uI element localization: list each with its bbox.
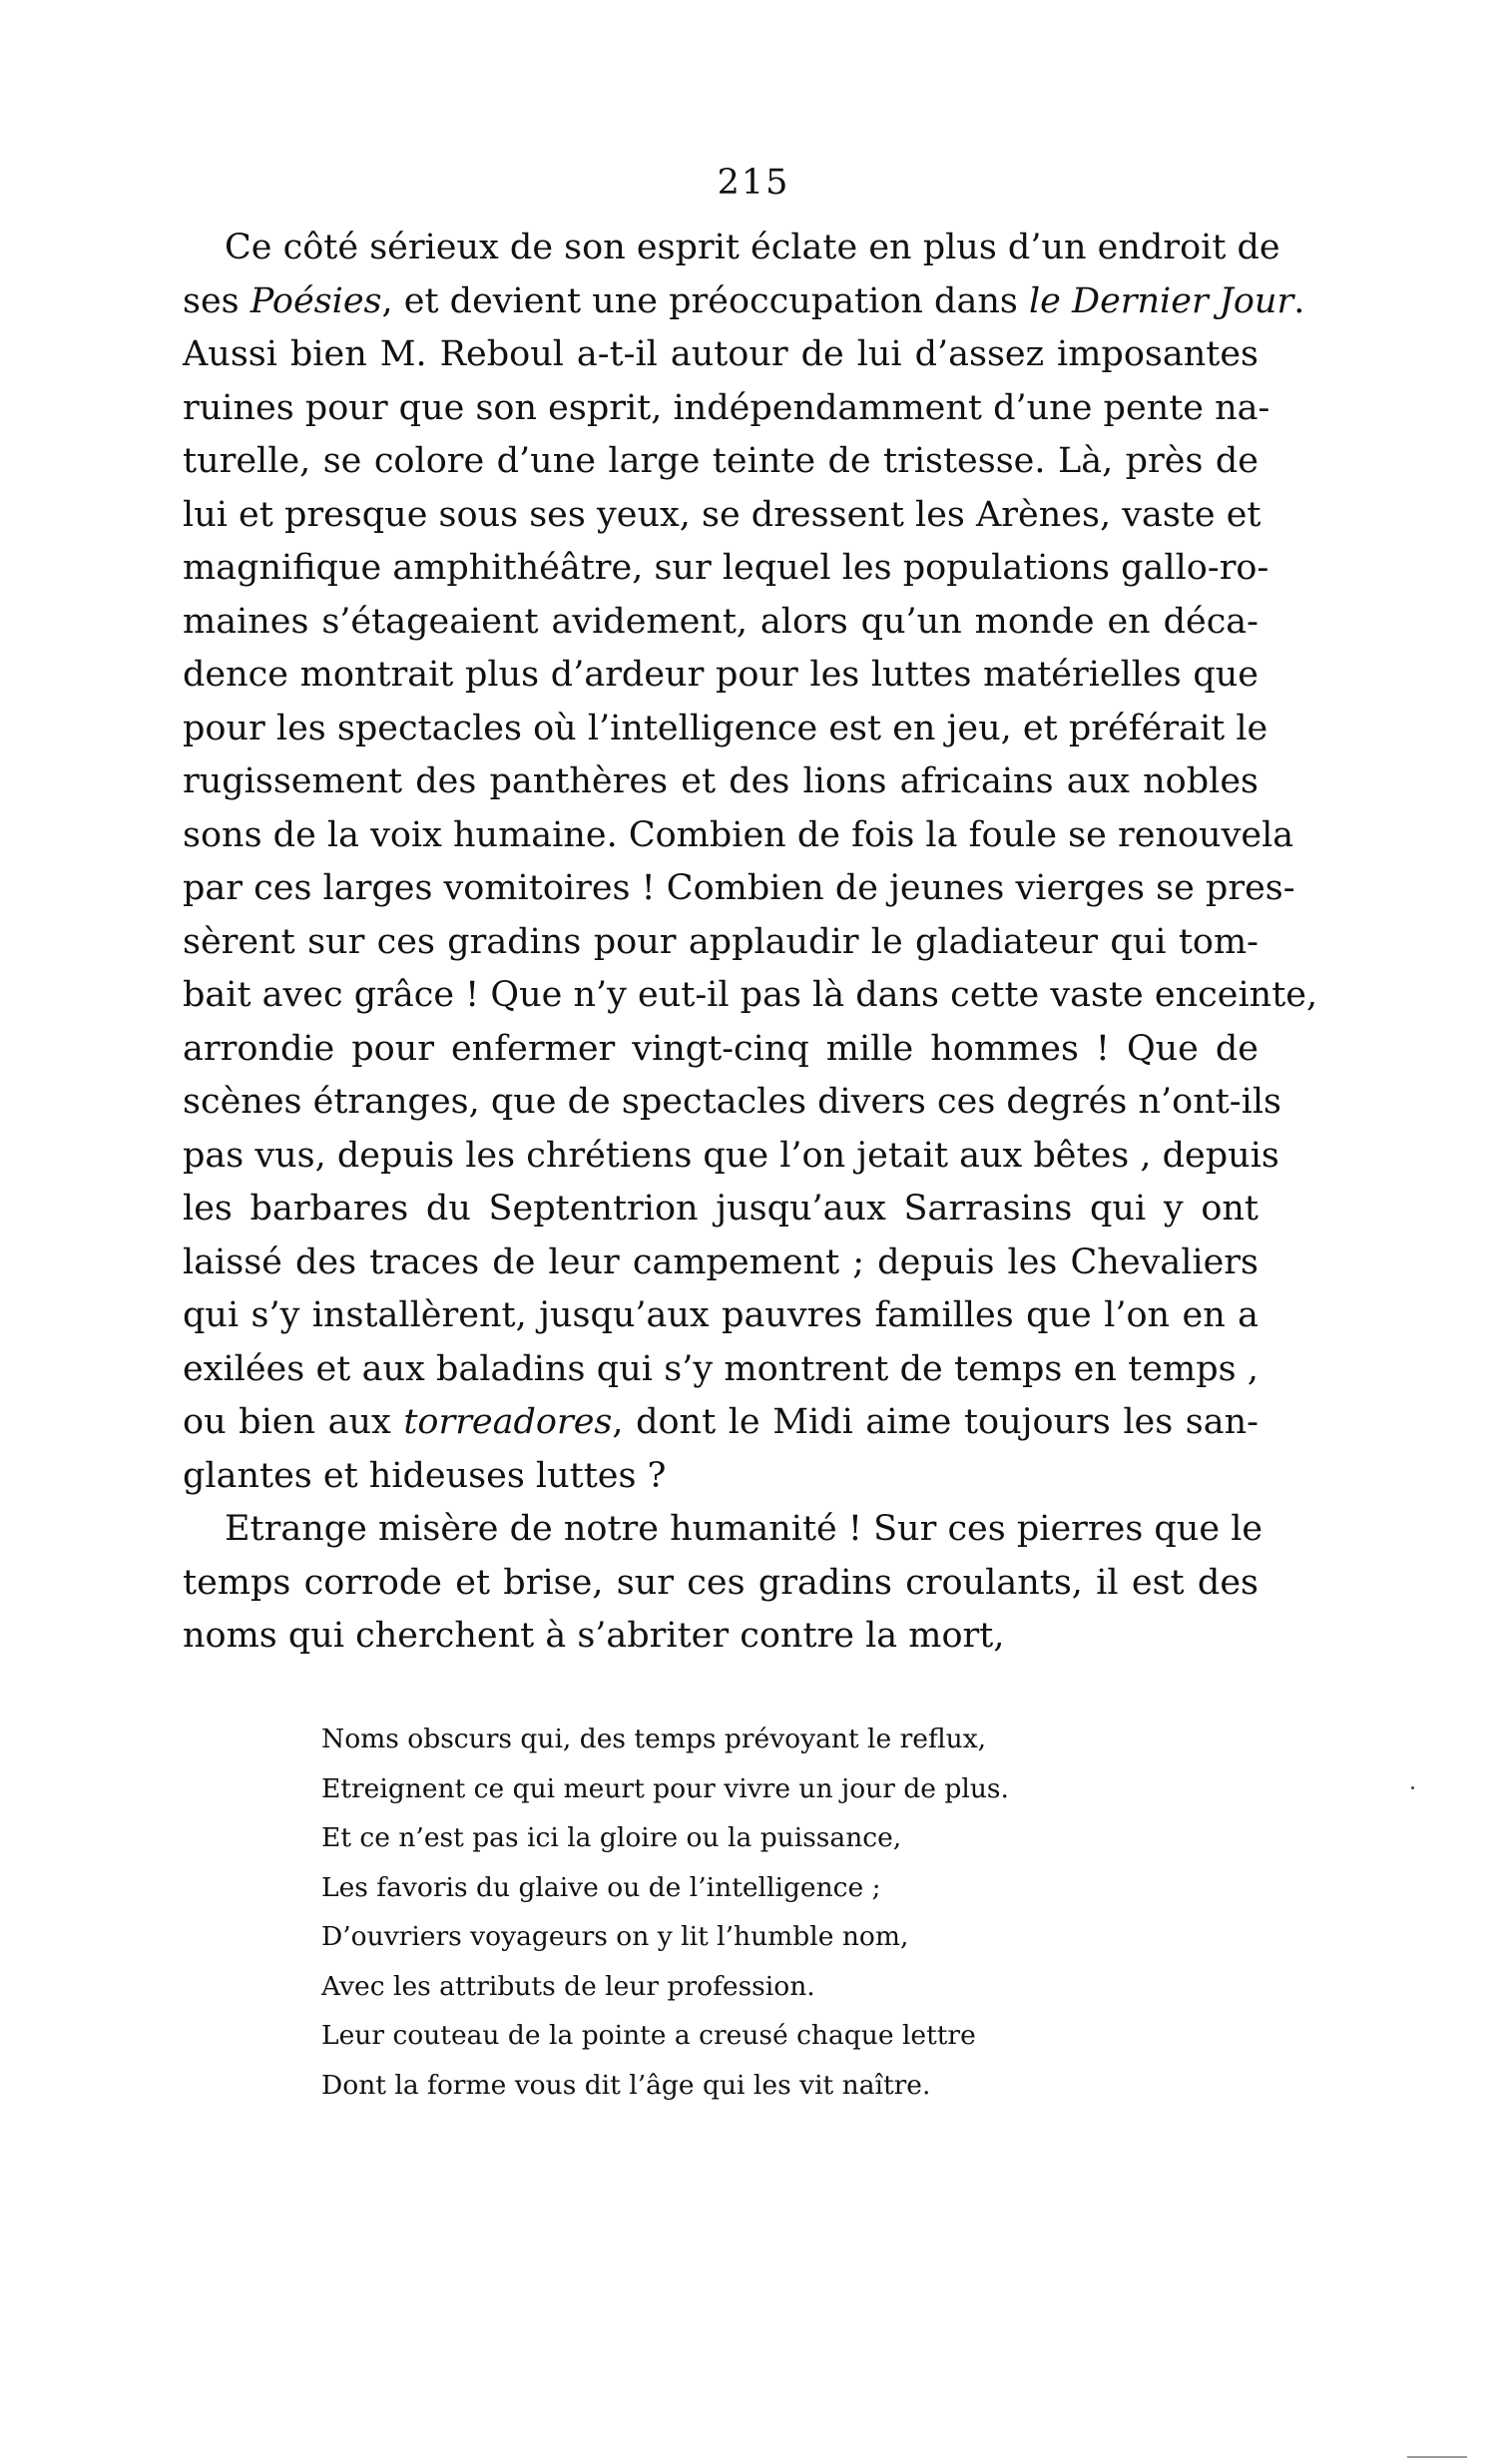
prose-line: sèrent sur ces gradins pour applaudir le gladiateur qui tom- — [183, 921, 1258, 962]
prose-line: laissé des traces de leur campement ; depuis les Chevaliers — [183, 1241, 1258, 1282]
italic-title: torreadores — [403, 1402, 613, 1442]
verse-block — [321, 1715, 1120, 2110]
prose-line: qui s’y installèrent, jusqu’aux pauvres familles que l’on en a — [183, 1295, 1258, 1335]
verse-line: Noms obscurs qui, des temps prévoyant le reflux, — [321, 1724, 987, 1754]
verse-line: Et ce n’est pas ici la gloire ou la puissance, — [321, 1822, 902, 1853]
prose-line — [183, 1396, 1258, 1450]
verse-line: D’ouvriers voyageurs on y lit l’humble nom, — [321, 1921, 909, 1952]
prose-line: pas vus, depuis les chrétiens que l’on jetait aux bêtes , depuis — [183, 1135, 1279, 1176]
prose-line: temps corrode et brise, sur ces gradins croulants, il est des — [183, 1562, 1258, 1603]
verse-line: Les favoris du glaive ou de l’intelligence ; — [321, 1871, 881, 1903]
prose-line: dence montrait plus d’ardeur pour les luttes matérielles que — [183, 655, 1258, 695]
text-run: . — [1293, 280, 1305, 321]
prose-line: Aussi bien M. Reboul a-t-il autour de lui d’assez imposantes — [183, 334, 1258, 374]
prose-line: par ces larges vomitoires ! Combien de jeunes vierges se pres- — [183, 868, 1295, 908]
italic-title: le Dernier Jour — [1028, 280, 1294, 321]
prose-block — [183, 222, 1318, 1664]
prose-line: exilées et aux baladins qui s’y montrent de temps en temps , — [183, 1348, 1258, 1389]
verse-line: Etreignent ce qui meurt pour vivre un jour de plus. — [321, 1772, 1009, 1804]
verse-line: Dont la forme vous dit l’âge qui les vit naître. — [321, 2069, 931, 2101]
prose-line: ruines pour que son esprit, indépendamment d’une pente na- — [183, 387, 1270, 428]
prose-line: magnifique amphithéâtre, sur lequel les populations gallo-ro- — [183, 548, 1269, 588]
text-run: ses — [183, 280, 251, 321]
prose-line: turelle, se colore d’une large teinte de tristesse. Là, près de — [183, 441, 1258, 481]
text-run: , dont le Midi aime toujours les san- — [612, 1402, 1258, 1442]
prose-line: lui et presque sous ses yeux, se dressent les Arènes, vaste et — [183, 494, 1261, 535]
verse-line: Leur couteau de la pointe a creusé chaque lettre — [321, 2020, 976, 2051]
prose-line: pour les spectacles où l’intelligence est en jeu, et préférait le — [183, 708, 1268, 748]
prose-line: Etrange misère de notre humanité ! Sur ces pierres que le — [225, 1509, 1263, 1549]
prose-line: bait avec grâce ! Que n’y eut-il pas là dans cette vaste enceinte, — [183, 975, 1318, 1015]
prose-line: sons de la voix humaine. Combien de fois la foule se renouvela — [183, 814, 1294, 855]
text-run: , et devient une préoccupation dans — [381, 280, 1029, 321]
prose-line: scènes étranges, que de spectacles divers ces degrés n’ont-ils — [183, 1082, 1281, 1122]
prose-line: arrondie pour enfermer vingt-cinq mille hommes ! Que de — [183, 1028, 1258, 1069]
scan-edge-mark — [1407, 2456, 1467, 2458]
prose-line: Ce côté sérieux de son esprit éclate en plus d’un endroit de — [225, 228, 1280, 267]
scan-speck — [1411, 1786, 1414, 1789]
prose-line: maines s’étageaient avidement, alors qu’un monde en déca- — [183, 601, 1258, 642]
prose-line: noms qui cherchent à s’abriter contre la mort, — [183, 1616, 1005, 1656]
prose-line — [183, 275, 1305, 329]
page-number: 215 — [717, 163, 790, 203]
italic-title: Poésies — [250, 280, 382, 321]
prose-line: glantes et hideuses luttes ? — [183, 1455, 667, 1496]
prose-line: rugissement des panthères et des lions africains aux nobles — [183, 761, 1258, 801]
verse-line: Avec les attributs de leur profession. — [321, 1970, 815, 2002]
prose-line: les barbares du Septentrion jusqu’aux Sarrasins qui y ont — [183, 1189, 1258, 1229]
text-run: ou bien aux — [183, 1402, 404, 1442]
